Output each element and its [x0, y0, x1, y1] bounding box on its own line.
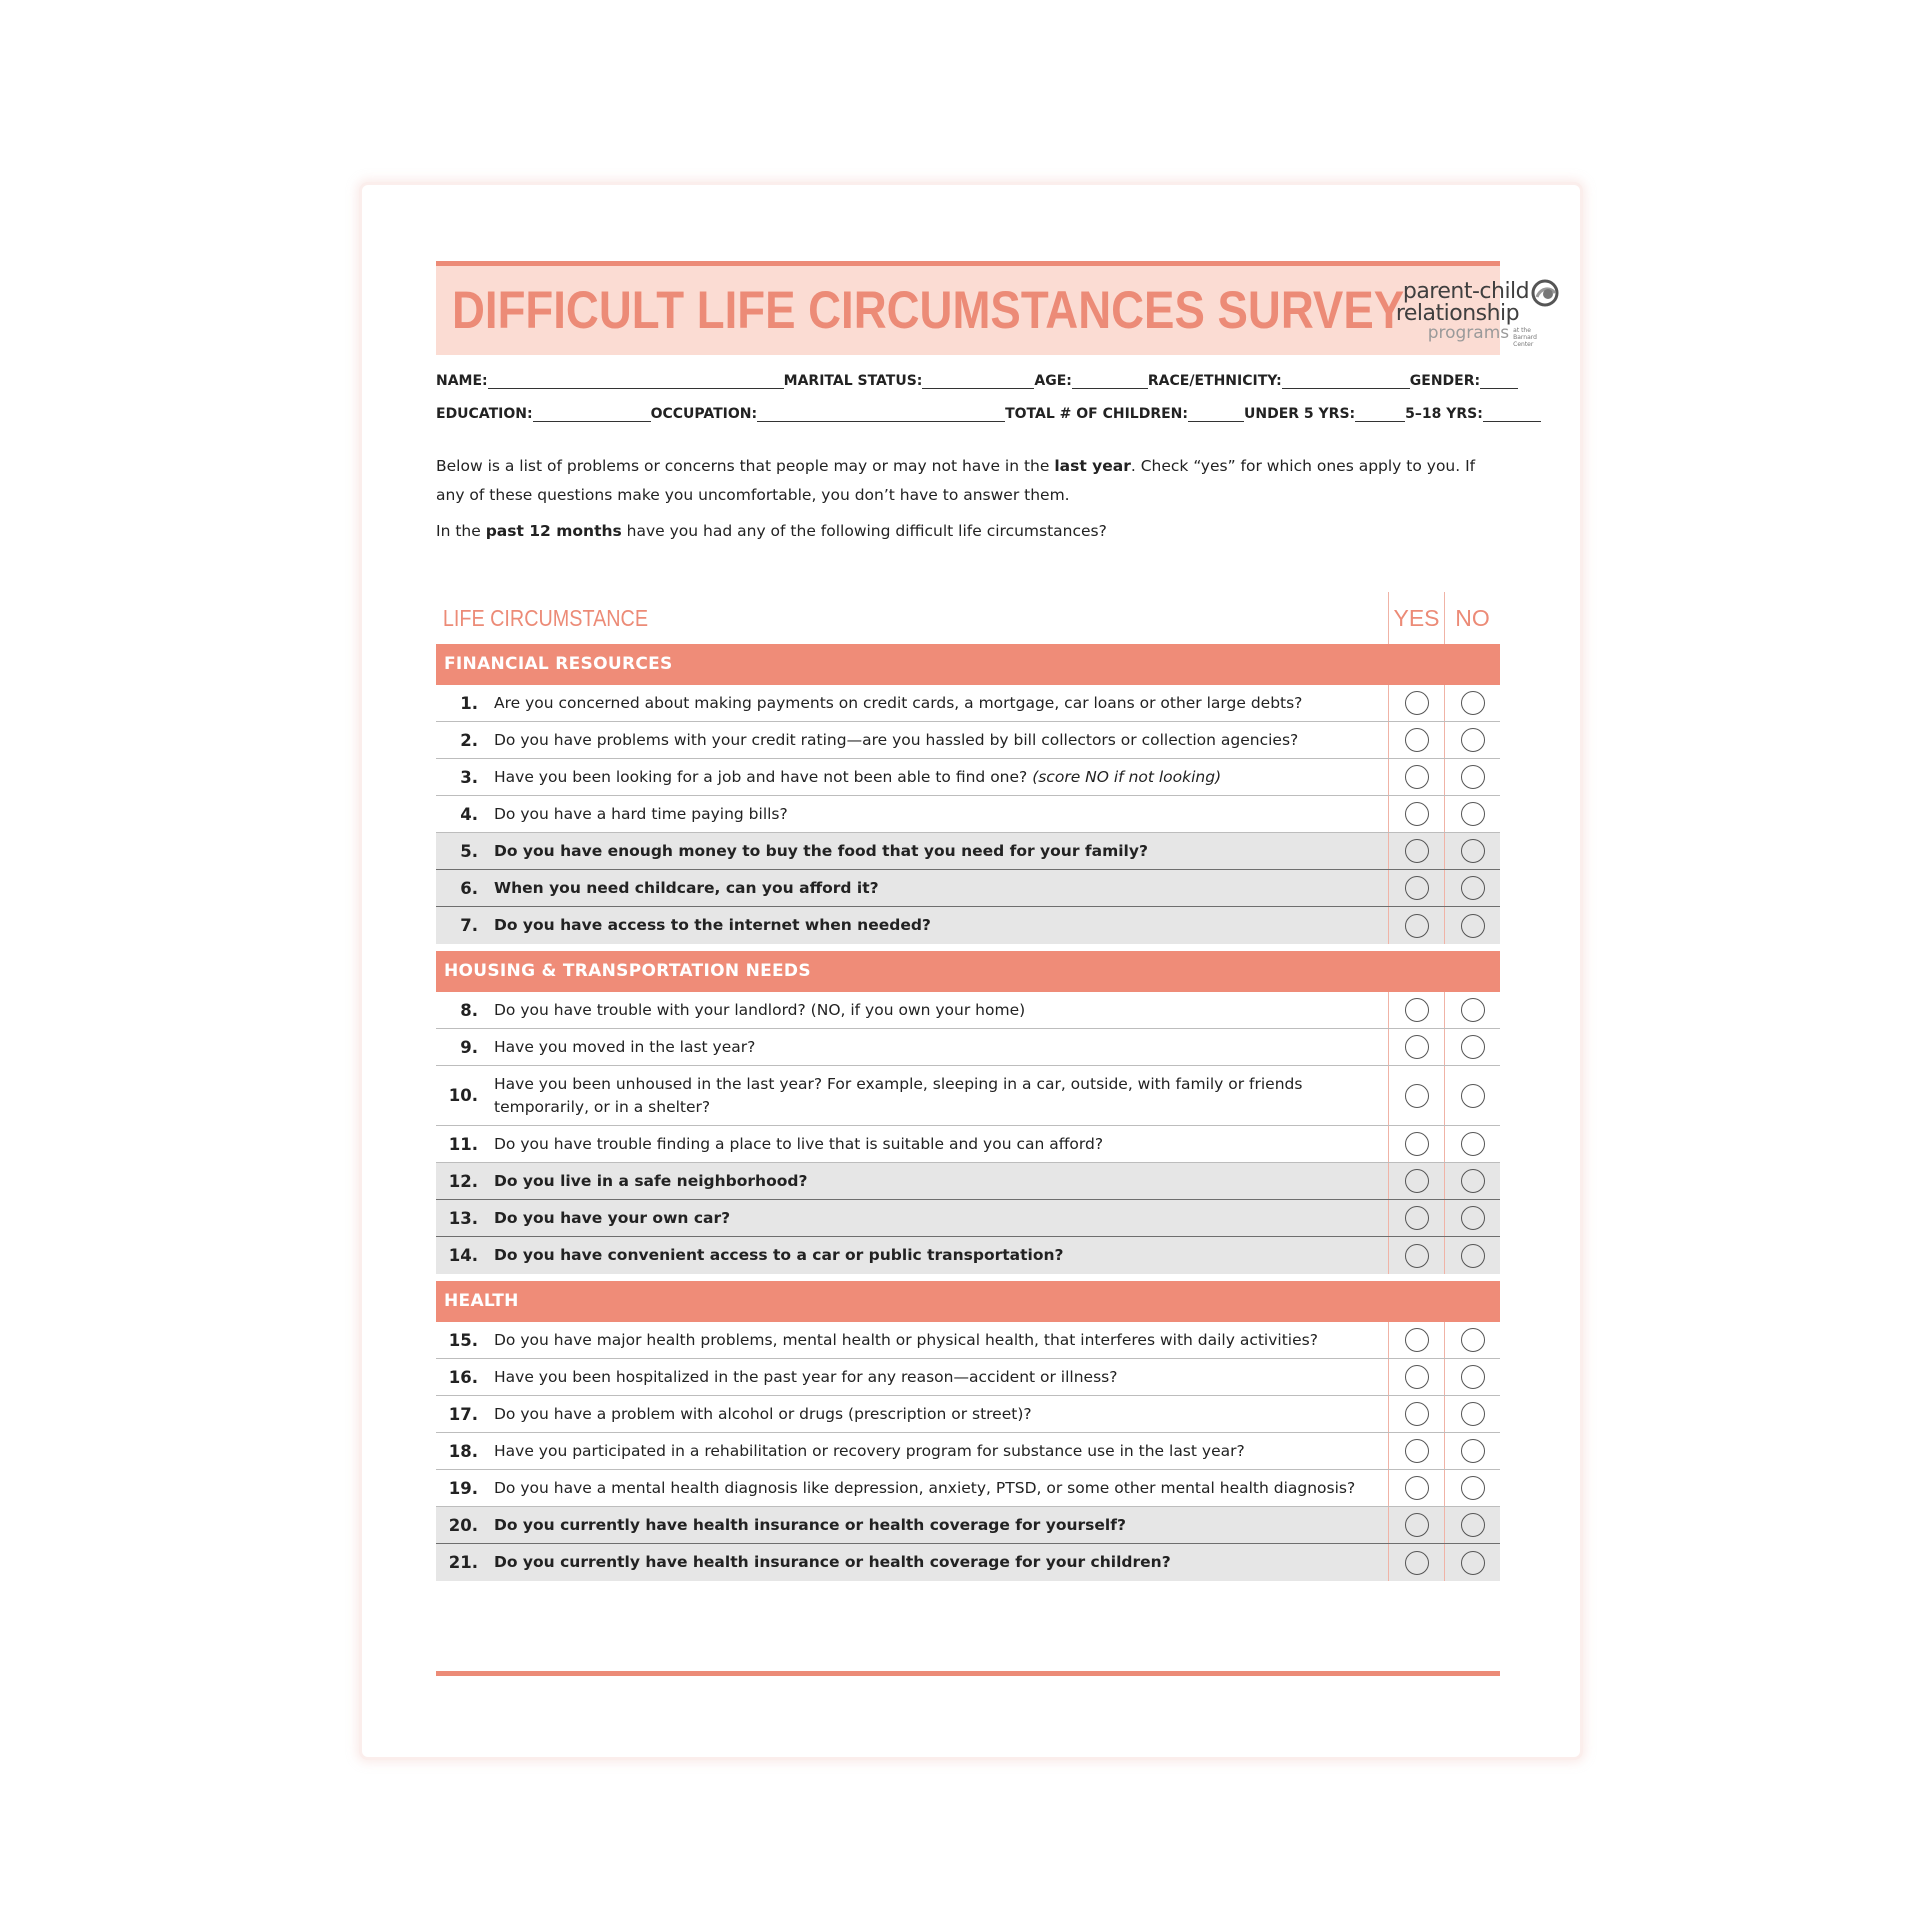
race-ethnicity-field[interactable] [1148, 373, 1410, 389]
question-number: 18. [448, 1441, 478, 1461]
question-note: (score NO if not looking) [1032, 767, 1222, 786]
question-number: 21. [448, 1553, 478, 1572]
section-header: HEALTH [436, 1281, 1500, 1322]
instructions-paragraph-1 [436, 452, 1500, 510]
no-radio[interactable] [1461, 691, 1485, 715]
question-text-cell [478, 1440, 1388, 1463]
question-text: Do you have trouble finding a place to live that is suitable and you can afford? [494, 1134, 1104, 1153]
logo-text-2: relationship [1395, 300, 1520, 326]
marital-status-label: MARITAL STATUS: [783, 373, 923, 389]
yes-cell [1388, 833, 1444, 869]
yes-cell [1388, 1200, 1444, 1236]
question-text: Have you moved in the last year? [494, 1037, 756, 1056]
question-row [436, 1507, 1500, 1544]
yes-radio[interactable] [1405, 1244, 1429, 1268]
instructions-paragraph-2 [436, 517, 1500, 546]
no-cell [1444, 1544, 1500, 1581]
occupation-label: OCCUPATION: [650, 406, 758, 422]
no-cell [1444, 1066, 1500, 1125]
total-children-field[interactable] [1005, 406, 1244, 422]
question-number: 13. [448, 1208, 478, 1228]
no-cell [1444, 1433, 1500, 1469]
life-circumstance-header: LIFE CIRCUMSTANCE [442, 604, 649, 631]
question-row [436, 1433, 1500, 1470]
yes-radio[interactable] [1405, 1169, 1429, 1193]
yes-cell [1388, 722, 1444, 758]
no-radio[interactable] [1461, 1206, 1485, 1230]
question-text-cell [478, 840, 1388, 863]
yes-cell [1388, 1396, 1444, 1432]
no-radio[interactable] [1461, 914, 1485, 938]
marital-status-field[interactable] [784, 373, 1035, 389]
question-row [436, 759, 1500, 796]
question-number: 16. [448, 1367, 478, 1387]
no-radio[interactable] [1461, 1328, 1485, 1352]
no-radio[interactable] [1461, 1365, 1485, 1389]
question-text: Do you have enough money to buy the food that you need for your family? [494, 841, 1148, 860]
question-text: Do you have major health problems, mental health or physical health, that interferes with daily activities? [494, 1330, 1318, 1349]
yes-radio[interactable] [1405, 914, 1429, 938]
yes-cell [1388, 796, 1444, 832]
yes-cell [1388, 1433, 1444, 1469]
bottom-rule [436, 1671, 1500, 1676]
yes-radio[interactable] [1405, 1402, 1429, 1426]
no-cell [1444, 722, 1500, 758]
demographics-row-1 [436, 373, 1500, 389]
no-cell [1444, 1126, 1500, 1162]
table-header [436, 592, 1500, 644]
age-5-18-field[interactable] [1405, 406, 1541, 422]
yes-cell [1388, 1359, 1444, 1395]
question-text: Have you been unhoused in the last year? For example, sleeping in a car, outside, with family or friends temporarily, or in a shelter? [494, 1074, 1303, 1116]
no-radio[interactable] [1461, 1084, 1485, 1108]
question-text: Do you have your own car? [494, 1208, 731, 1227]
question-number: 2. [460, 730, 478, 750]
question-row [436, 722, 1500, 759]
no-cell [1444, 907, 1500, 944]
question-text: Do you have a mental health diagnosis like depression, anxiety, PTSD, or some other mental health diagnosis? [494, 1478, 1356, 1497]
question-text: Do you have problems with your credit rating—are you hassled by bill collectors or collection agencies? [494, 730, 1299, 749]
question-text-cell [478, 914, 1388, 937]
question-row [436, 1126, 1500, 1163]
yes-radio[interactable] [1405, 998, 1429, 1022]
no-cell [1444, 796, 1500, 832]
question-text-cell [478, 1170, 1388, 1193]
question-number: 10. [448, 1086, 478, 1105]
under-5-field[interactable] [1244, 406, 1405, 422]
yes-radio[interactable] [1405, 691, 1429, 715]
instructions [436, 452, 1500, 546]
question-text-cell [478, 877, 1388, 900]
question-number: 5. [460, 841, 478, 861]
no-cell [1444, 1359, 1500, 1395]
question-text-cell [478, 1551, 1388, 1574]
yes-radio[interactable] [1405, 876, 1429, 900]
title-band [436, 261, 1537, 355]
no-radio[interactable] [1461, 1551, 1485, 1575]
question-row [436, 870, 1500, 907]
no-cell [1444, 1163, 1500, 1199]
question-row [436, 833, 1500, 870]
name-field[interactable] [436, 373, 784, 389]
swirl-icon [1531, 279, 1559, 307]
gender-label: GENDER: [1409, 373, 1481, 389]
no-radio[interactable] [1461, 1513, 1485, 1537]
yes-cell [1388, 1237, 1444, 1274]
question-text-cell [478, 1244, 1388, 1267]
no-cell [1444, 1507, 1500, 1543]
logo-text-1: parent-child [1402, 278, 1530, 304]
question-text-cell [478, 1477, 1388, 1500]
yes-radio[interactable] [1405, 1476, 1429, 1500]
yes-cell [1388, 685, 1444, 721]
question-row [436, 1237, 1500, 1274]
yes-radio[interactable] [1405, 1439, 1429, 1463]
yes-cell [1388, 1029, 1444, 1065]
yes-radio[interactable] [1405, 1084, 1429, 1108]
question-text-cell [478, 999, 1388, 1022]
no-header: NO [1444, 592, 1500, 644]
no-cell [1444, 685, 1500, 721]
no-radio[interactable] [1461, 1476, 1485, 1500]
no-radio[interactable] [1461, 1035, 1485, 1059]
section-header: FINANCIAL RESOURCES [436, 644, 1500, 685]
question-row [436, 1396, 1500, 1433]
question-row [436, 1544, 1500, 1581]
no-cell [1444, 870, 1500, 906]
occupation-field[interactable] [651, 406, 1006, 422]
question-row [436, 1200, 1500, 1237]
question-number: 14. [448, 1246, 478, 1265]
question-text: Do you live in a safe neighborhood? [494, 1171, 808, 1190]
total-children-label: TOTAL # OF CHILDREN: [1005, 406, 1188, 422]
question-number: 7. [460, 916, 478, 935]
race-ethnicity-label: RACE/ETHNICITY: [1147, 373, 1282, 389]
instructions-text: Below is a list of problems or concerns that people may or may not have in the [436, 457, 1055, 475]
question-text-cell [478, 1514, 1388, 1537]
survey-sheet [362, 185, 1580, 1757]
no-cell [1444, 1470, 1500, 1506]
question-number: 3. [460, 767, 478, 787]
yes-radio[interactable] [1405, 839, 1429, 863]
question-text: Do you have a hard time paying bills? [494, 804, 788, 823]
yes-cell [1388, 870, 1444, 906]
question-row [436, 992, 1500, 1029]
question-number: 17. [448, 1404, 478, 1424]
question-text-cell [478, 1366, 1388, 1389]
question-row [436, 1470, 1500, 1507]
question-text-cell [478, 1036, 1388, 1059]
age-5-18-label: 5–18 YRS: [1405, 406, 1483, 422]
instructions-text: have you had any of the following difficult life circumstances? [621, 522, 1107, 540]
question-text: Do you have trouble with your landlord? (NO, if you own your home) [494, 1000, 1026, 1019]
question-text: Have you been looking for a job and have not been able to find one? [494, 767, 1033, 786]
question-text-cell [478, 1329, 1388, 1352]
no-cell [1444, 992, 1500, 1028]
question-row [436, 685, 1500, 722]
question-row [436, 1359, 1500, 1396]
question-number: 12. [448, 1171, 478, 1191]
instructions-text: . Check “yes” for which ones apply to you. If any of these questions make you uncomfortable, you don’t have to answer them. [436, 457, 1476, 504]
instructions-text: In the [436, 522, 486, 540]
question-number: 1. [460, 693, 478, 713]
no-cell [1444, 833, 1500, 869]
no-radio[interactable] [1461, 1132, 1485, 1156]
survey-content [436, 261, 1537, 1581]
question-number: 11. [448, 1134, 478, 1154]
question-text: Have you participated in a rehabilitation or recovery program for substance use in the last year? [494, 1441, 1245, 1460]
no-cell [1444, 1237, 1500, 1274]
yes-radio[interactable] [1405, 1328, 1429, 1352]
question-row [436, 1066, 1500, 1126]
question-number: 19. [448, 1478, 478, 1498]
yes-cell [1388, 1126, 1444, 1162]
instructions-emphasis: past 12 months [485, 522, 622, 540]
question-text-cell [478, 1133, 1388, 1156]
yes-cell [1388, 1470, 1444, 1506]
yes-radio[interactable] [1405, 1365, 1429, 1389]
question-number: 8. [460, 1000, 478, 1020]
yes-cell [1388, 1507, 1444, 1543]
education-label: EDUCATION: [436, 406, 533, 422]
section-header: HOUSING & TRANSPORTATION NEEDS [436, 951, 1500, 992]
question-number: 15. [448, 1330, 478, 1350]
age-field[interactable] [1034, 373, 1148, 389]
yes-cell [1388, 1322, 1444, 1358]
no-radio[interactable] [1461, 1244, 1485, 1268]
yes-cell [1388, 1544, 1444, 1581]
question-text: Do you have convenient access to a car or public transportation? [494, 1246, 1064, 1264]
question-text-cell [478, 729, 1388, 752]
question-row [436, 1029, 1500, 1066]
yes-cell [1388, 1163, 1444, 1199]
question-number: 9. [460, 1037, 478, 1057]
under-5-label: UNDER 5 YRS: [1243, 406, 1356, 422]
education-field[interactable] [436, 406, 651, 422]
question-number: 6. [460, 878, 478, 898]
question-text-cell [478, 1403, 1388, 1426]
logo-text-4: at the Barnard Center [1513, 326, 1537, 348]
age-label: AGE: [1034, 373, 1072, 389]
question-text-cell [478, 1073, 1388, 1119]
question-text: Do you currently have health insurance or health coverage for your children? [494, 1553, 1171, 1571]
yes-radio[interactable] [1405, 728, 1429, 752]
question-row [436, 1322, 1500, 1359]
survey-table [436, 644, 1500, 1581]
no-radio[interactable] [1461, 1169, 1485, 1193]
question-row [436, 1163, 1500, 1200]
name-label: NAME: [436, 373, 488, 389]
no-radio[interactable] [1461, 765, 1485, 789]
question-text-cell [478, 1207, 1388, 1230]
no-radio[interactable] [1461, 1439, 1485, 1463]
no-radio[interactable] [1461, 802, 1485, 826]
no-radio[interactable] [1461, 839, 1485, 863]
yes-radio[interactable] [1405, 1551, 1429, 1575]
demographics-row-2 [436, 406, 1500, 422]
survey-title: DIFFICULT LIFE CIRCUMSTANCES SURVEY [452, 281, 1405, 340]
question-text: When you need childcare, can you afford it? [494, 878, 879, 897]
question-text: Have you been hospitalized in the past year for any reason—accident or illness? [494, 1367, 1118, 1386]
question-text: Do you have a problem with alcohol or drugs (prescription or street)? [494, 1404, 1032, 1423]
no-radio[interactable] [1461, 1402, 1485, 1426]
yes-radio[interactable] [1405, 1513, 1429, 1537]
yes-radio[interactable] [1405, 1206, 1429, 1230]
question-text-cell [478, 692, 1388, 715]
no-cell [1444, 1396, 1500, 1432]
question-number: 20. [448, 1515, 478, 1535]
no-radio[interactable] [1461, 998, 1485, 1022]
yes-header: YES [1388, 592, 1444, 644]
question-text: Do you currently have health insurance or health coverage for yourself? [494, 1515, 1126, 1534]
question-row [436, 907, 1500, 944]
question-text: Do you have access to the internet when needed? [494, 916, 931, 934]
yes-cell [1388, 907, 1444, 944]
no-radio[interactable] [1461, 876, 1485, 900]
yes-cell [1388, 759, 1444, 795]
yes-cell [1388, 992, 1444, 1028]
gender-field[interactable] [1410, 373, 1518, 389]
yes-radio[interactable] [1405, 765, 1429, 789]
no-cell [1444, 1029, 1500, 1065]
question-number: 4. [460, 804, 478, 824]
question-text: Are you concerned about making payments on credit cards, a mortgage, car loans or other large debts? [494, 693, 1303, 712]
yes-radio[interactable] [1405, 1035, 1429, 1059]
instructions-emphasis: last year [1054, 457, 1131, 475]
yes-cell [1388, 1066, 1444, 1125]
no-cell [1444, 1322, 1500, 1358]
yes-radio[interactable] [1405, 802, 1429, 826]
question-row [436, 796, 1500, 833]
question-text-cell [478, 766, 1388, 789]
logo-text-3: programs [1427, 322, 1510, 343]
question-text-cell [478, 803, 1388, 826]
no-cell [1444, 759, 1500, 795]
yes-radio[interactable] [1405, 1132, 1429, 1156]
no-cell [1444, 1200, 1500, 1236]
no-radio[interactable] [1461, 728, 1485, 752]
